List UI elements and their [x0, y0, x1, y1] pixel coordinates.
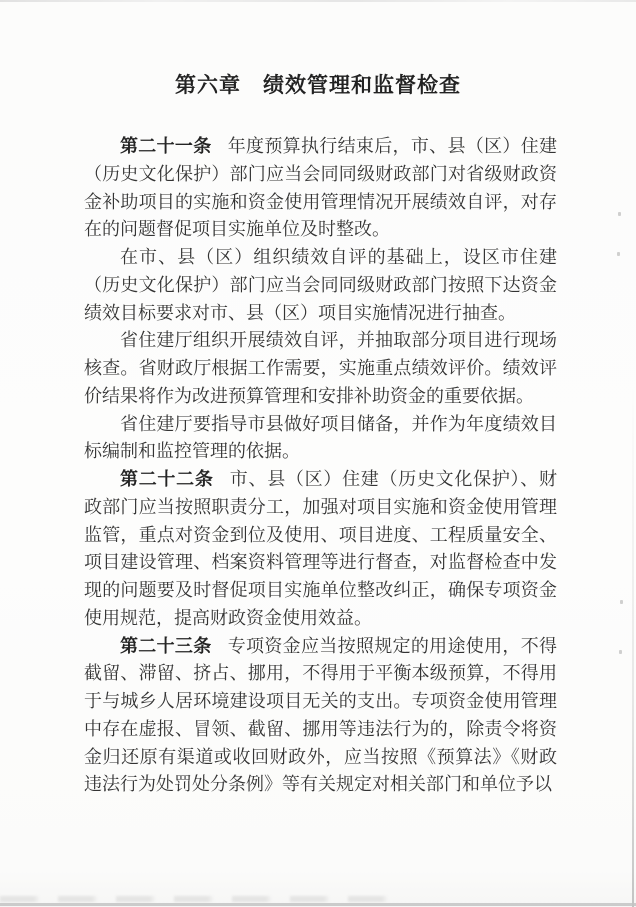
- paragraph-text: 省住建厅要指导市县做好项目储备，并作为年度绩效目标编制和监控管理的依据。: [84, 413, 557, 462]
- document-body: [84, 133, 557, 799]
- paragraph-text: 年度预算执行结束后，市、县（区）住建（历史文化保护）部门应当会同同级财政部门对省级财政资金补助项目的实施和资金使用管理情况开展绩效自评，对存在的问题督促项目实施单位及时整改。: [84, 136, 558, 240]
- article-number: 第二十三条: [120, 635, 212, 656]
- paragraph-article-22: [84, 466, 557, 633]
- paragraph-article-23: [84, 633, 557, 800]
- paragraph-text: 省住建厅组织开展绩效自评，并抽取部分项目进行现场核查。省财政厅根据工作需要，实施重点绩效评价。绩效评价结果将作为改进预算管理和安排补助资金的重要依据。: [84, 330, 557, 406]
- paragraph-text: 专项资金应当按照规定的用途使用，不得截留、滞留、挤占、挪用，不得用于平衡本级预算，不得用于与城乡人居环境建设项目无关的支出。专项资金使用管理中存在虚报、冒领、截留、挪用等违法行为的，除责令将资金归还原有渠道或收回财政外，应当按照《预算法》《财政违法行为处罚处分条例》等有关规定对相关部门和单位予以: [84, 635, 558, 795]
- scan-right-edge-artifact: [632, 387, 634, 907]
- chapter-title: 第六章 绩效管理和监督检查: [175, 73, 461, 97]
- scan-speck-artifact: [617, 252, 620, 256]
- paragraph: [84, 327, 557, 410]
- scan-speck-artifact: [618, 212, 621, 216]
- scan-bottom-edge-artifact: [0, 903, 636, 906]
- scan-top-edge-artifact: [0, 0, 636, 2]
- paragraph-article-21: [84, 133, 557, 244]
- paragraph: [84, 411, 557, 467]
- article-number: 第二十二条: [120, 469, 214, 489]
- article-number: 第二十一条: [120, 136, 212, 156]
- scan-bottom-smudge-artifact: [0, 896, 394, 902]
- paragraph-text: 市、县（区）住建（历史文化保护）、财政部门应当按照职责分工，加强对项目实施和资金使用管理监管，重点对资金到位及使用、项目进度、工程质量安全、项目建设管理、档案资料管理等进行督查，对监督检查中发现的问题要及时督促项目实施单位整改纠正，确保专项资金使用规范，提高财政资金使用效益。: [84, 469, 557, 628]
- scan-speck-artifact: [620, 600, 623, 604]
- paragraph: [84, 244, 557, 327]
- scan-speck-artifact: [619, 650, 622, 654]
- paragraph-text: 在市、县（区）组织绩效自评的基础上，设区市住建（历史文化保护）部门应当会同同级财政部门按照下达资金绩效目标要求对市、县（区）项目实施情况进行抽查。: [84, 247, 557, 323]
